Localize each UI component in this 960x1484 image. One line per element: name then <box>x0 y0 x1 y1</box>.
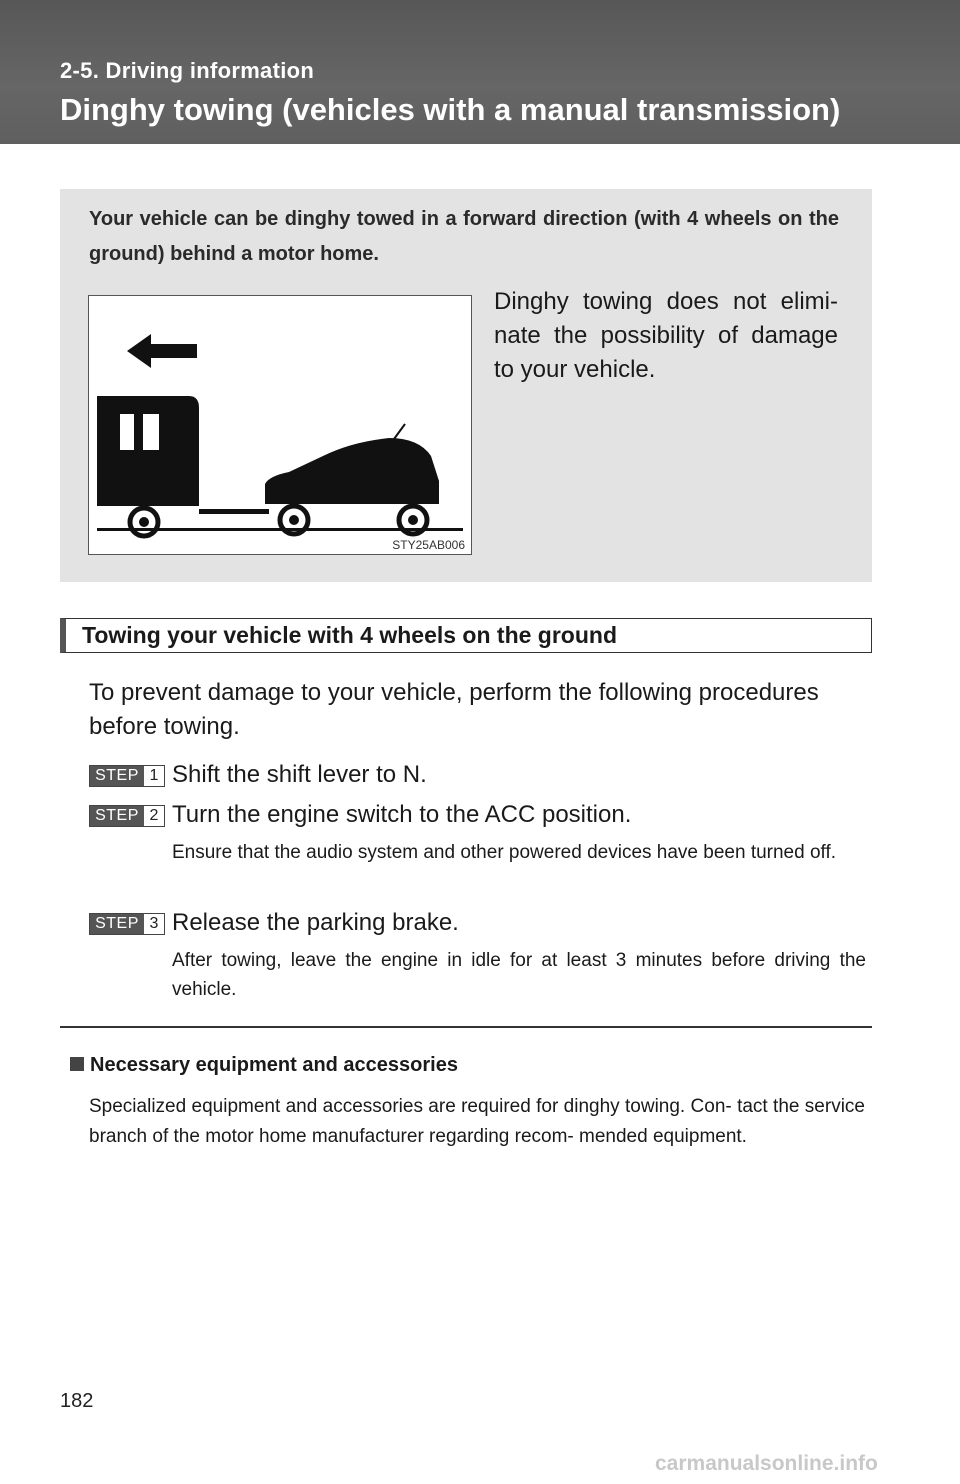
step-badge-label: STEP <box>90 806 144 826</box>
step-1-text: Shift the shift lever to N. <box>172 761 427 788</box>
page-number: 182 <box>60 1390 94 1412</box>
step-badge-number: 2 <box>144 806 164 826</box>
car-body <box>265 438 439 504</box>
figure-code: STY25AB006 <box>392 538 465 552</box>
step-2-text: Turn the engine switch to the ACC position. <box>172 801 632 828</box>
square-bullet-icon <box>70 1057 84 1071</box>
motor-home-window-right <box>143 414 159 450</box>
page-title: Dinghy towing (vehicles with a manual transmission) <box>60 92 841 127</box>
section-divider <box>60 1026 872 1028</box>
section-paragraph: To prevent damage to your vehicle, perform the following procedures before towing. <box>89 679 819 740</box>
step-3-note: After towing, leave the engine in idle for at least 3 minutes before driving the vehicle. <box>172 950 866 1000</box>
motor-home-shape <box>97 396 199 506</box>
step-badge-label: STEP <box>90 914 144 934</box>
intro-box <box>60 189 872 582</box>
section-heading <box>60 618 872 653</box>
step-2-note: Ensure that the audio system and other powered devices have been turned off. <box>172 842 837 863</box>
section-label: 2-5. Driving information <box>60 58 315 83</box>
ground-line <box>97 528 463 531</box>
step-badge-number: 3 <box>144 914 164 934</box>
wheel-icon <box>130 508 158 536</box>
car-antenna <box>394 424 405 439</box>
step-badge-2 <box>89 805 165 827</box>
step-badge-label: STEP <box>90 766 144 786</box>
towing-diagram <box>89 296 473 556</box>
notes-body: Specialized equipment and accessories are required for dinghy towing. Con- tact the service branch of the motor home manufacturer regarding recom- mended equipment. <box>89 1096 865 1147</box>
step-badge-3 <box>89 913 165 935</box>
section-heading-text: Towing your vehicle with 4 wheels on the ground <box>82 622 618 648</box>
step-3-text: Release the parking brake. <box>172 909 459 936</box>
direction-arrow-icon <box>127 334 197 368</box>
step-badge-1 <box>89 765 165 787</box>
intro-note: Dinghy towing does not elimi- nate the possibility of damage to your vehicle. <box>494 288 838 383</box>
tow-bar <box>199 509 269 514</box>
motor-home-window-left <box>120 414 134 450</box>
watermark: carmanualsonline.info <box>655 1452 878 1475</box>
notes-heading-text: Necessary equipment and accessories <box>90 1054 458 1076</box>
intro-text: Your vehicle can be dinghy towed in a forward direction (with 4 wheels on the ground) behind a motor home. <box>89 208 839 265</box>
step-badge-number: 1 <box>144 766 164 786</box>
notes-heading <box>70 1054 458 1077</box>
towing-illustration <box>88 295 472 555</box>
